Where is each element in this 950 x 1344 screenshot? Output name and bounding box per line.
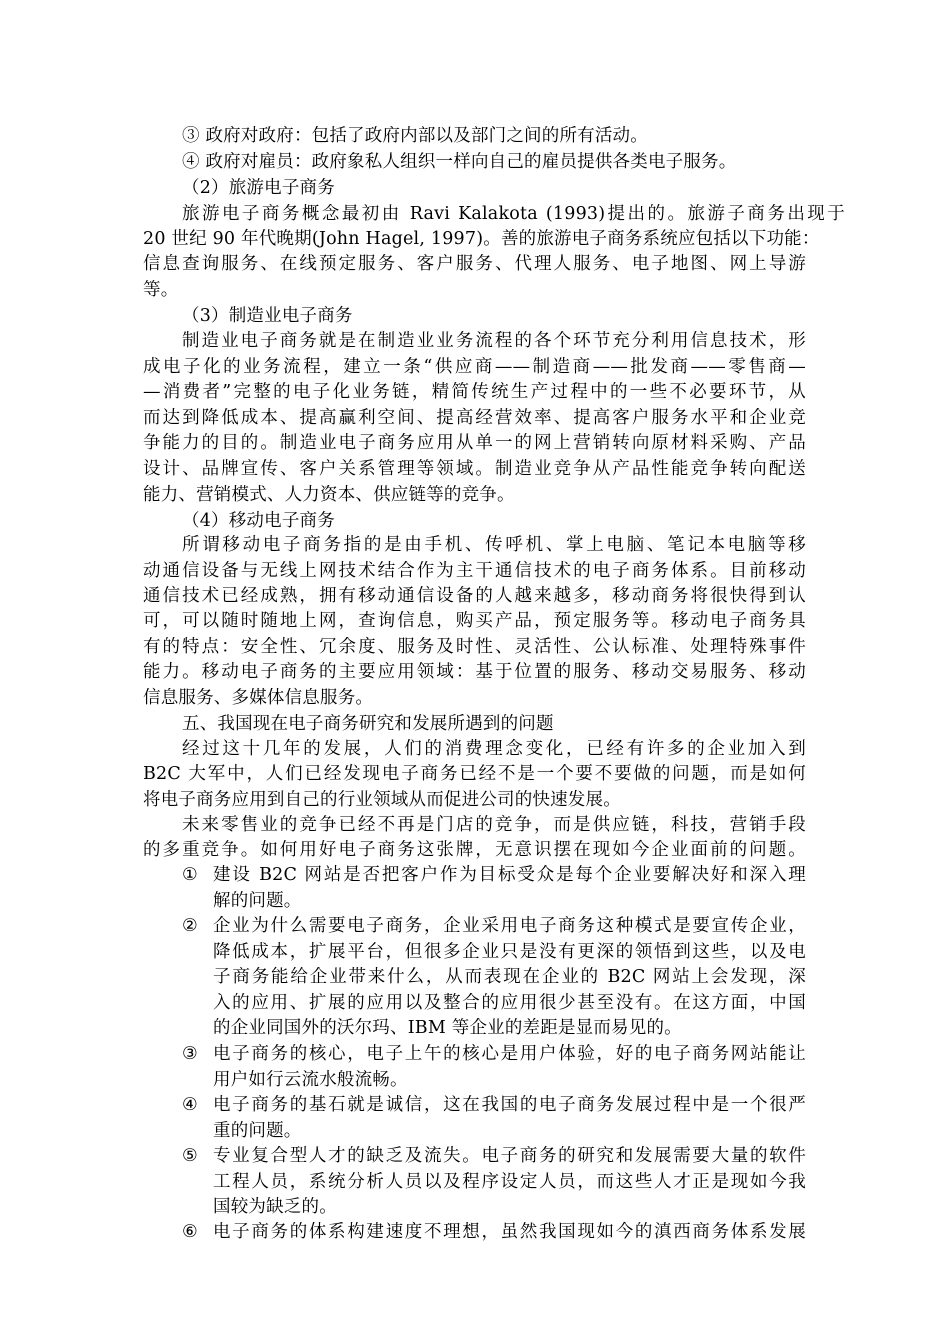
- list-marker: ⑥: [182, 1222, 198, 1242]
- list-item-line: 重的问题。: [213, 1120, 302, 1141]
- text-line: 争能力的目的。制造业电子商务应用从单一的网上营销转向原材料采购、产品: [143, 433, 806, 453]
- text-line: （3）制造业电子商务: [182, 306, 353, 326]
- text-line: 通信技术已经成熟，拥有移动通信设备的人越来越多，移动商务将很快得到认: [143, 586, 806, 606]
- text-line: ④ 政府对雇员：政府象私人组织一样向自己的雇员提供各类电子服务。: [182, 152, 737, 172]
- list-item-line: 入的应用、扩展的应用以及整合的应用很少甚至没有。在这方面，中国: [213, 992, 806, 1013]
- text-line: 20 世纪 90 年代晚期(John Hagel, 1997)。善的旅游电子商务系统应包括以下功能：: [143, 229, 820, 249]
- text-line: 等。: [143, 280, 179, 300]
- list-item-line: 工程人员，系统分析人员以及程序设定人员，而这些人才正是现如今我: [213, 1171, 806, 1192]
- text-line: （2）旅游电子商务: [182, 178, 335, 198]
- list-item-line: 用户如行云流水般流畅。: [213, 1069, 408, 1090]
- list-item-line: 企业为什么需要电子商务，企业采用电子商务这种模式是要宣传企业，: [213, 916, 806, 936]
- list-item-line: 降低成本，扩展平台，但很多企业只是没有更深的领悟到这些，以及电: [213, 941, 806, 962]
- list-marker: ①: [182, 865, 198, 885]
- text-line: 能力。移动电子商务的主要应用领域：基于位置的服务、移动交易服务、移动: [143, 662, 806, 682]
- text-line: 设计、品牌宣传、客户关系管理等领域。制造业竞争从产品性能竞争转向配送: [143, 459, 806, 479]
- text-line: 可，可以随时随地上网，查询信息，购买产品，预定服务等。移动电子商务具: [143, 611, 806, 631]
- text-line: B2C 大军中，人们已经发现电子商务已经不是一个要不要做的问题，而是如何: [143, 764, 806, 784]
- text-line: ③ 政府对政府：包括了政府内部以及部门之间的所有活动。: [182, 126, 648, 146]
- text-line: 旅游电子商务概念最初由 Ravi Kalakota (1993)提出的。旅游子商务出现于: [182, 204, 845, 224]
- text-line: 制造业电子商务就是在制造业业务流程的各个环节充分利用信息技术，形: [182, 331, 806, 351]
- list-marker: ④: [182, 1095, 198, 1115]
- list-marker: ③: [182, 1044, 198, 1064]
- list-item-line: 建设 B2C 网站是否把客户作为目标受众是每个企业要解决好和深入理: [213, 865, 806, 885]
- list-marker: ⑤: [182, 1146, 198, 1166]
- text-line: 信息查询服务、在线预定服务、客户服务、代理人服务、电子地图、网上导游: [143, 254, 806, 274]
- list-item-line: 子商务能给企业带来什么，从而表现在企业的 B2C 网站上会发现，深: [213, 967, 806, 987]
- list-item-line: 电子商务的基石就是诚信，这在我国的电子商务发展过程中是一个很严: [213, 1095, 806, 1115]
- list-item-line: 国较为缺乏的。: [213, 1197, 337, 1217]
- text-line: 能力、营销模式、人力资本、供应链等的竞争。: [143, 485, 515, 505]
- text-line: 的多重竞争。如何用好电子商务这张牌，无意识摆在现如今企业面前的问题。: [143, 840, 806, 860]
- text-line: 将电子商务应用到自己的行业领域从而促进公司的快速发展。: [143, 790, 621, 810]
- text-line: 经过这十几年的发展，人们的消费理念变化，已经有许多的企业加入到: [182, 739, 806, 759]
- text-line: 未来零售业的竞争已经不再是门店的竞争，而是供应链，科技，营销手段: [182, 815, 806, 835]
- list-marker: ②: [182, 916, 198, 936]
- text-line: 有的特点：安全性、冗余度、服务及时性、灵活性、公认标准、处理特殊事件: [143, 637, 806, 657]
- list-item-line: 电子商务的体系构建速度不理想，虽然我国现如今的滇西商务体系发展: [213, 1222, 806, 1242]
- text-line: 动通信设备与无线上网技术结合作为主干通信技术的电子商务体系。目前移动: [143, 561, 806, 581]
- list-item-line: 的企业同国外的沃尔玛、IBM 等企业的差距是显而易见的。: [213, 1018, 682, 1038]
- text-line: 成电子化的业务流程，建立一条“供应商——制造商——批发商——零售商—: [143, 357, 806, 377]
- list-item-line: 解的问题。: [213, 890, 302, 911]
- text-line: —消费者”完整的电子化业务链，精简传统生产过程中的一些不必要环节，从: [143, 382, 806, 402]
- list-item-line: 专业复合型人才的缺乏及流失。电子商务的研究和发展需要大量的软件: [213, 1146, 806, 1166]
- text-line: （4）移动电子商务: [182, 511, 335, 531]
- list-item-line: 电子商务的核心，电子上午的核心是用户体验，好的电子商务网站能让: [213, 1044, 806, 1064]
- text-line: 而达到降低成本、提高赢利空间、提高经营效率、提高客户服务水平和企业竞: [143, 408, 806, 428]
- text-line: 五、我国现在电子商务研究和发展所遇到的问题: [182, 714, 554, 734]
- text-line: 信息服务、多媒体信息服务。: [143, 688, 374, 708]
- text-line: 所谓移动电子商务指的是由手机、传呼机、掌上电脑、笔记本电脑等移: [182, 535, 806, 555]
